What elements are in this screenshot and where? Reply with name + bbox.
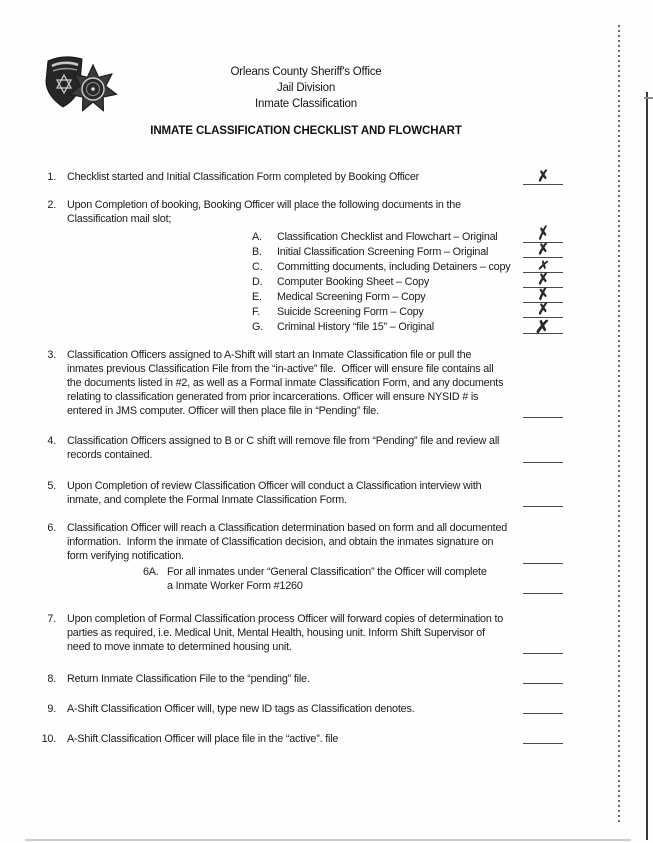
document-label: Computer Booking Sheet – Copy — [277, 276, 430, 288]
item-text-line: records contained. — [67, 449, 153, 461]
check-line-item-1[interactable] — [523, 164, 563, 185]
checklist-item-2 — [30, 198, 461, 226]
item-text-line: Upon completion of Formal Classification process Officer will forward copies of determination to — [67, 613, 504, 625]
document-letter: A. — [252, 231, 262, 243]
checklist-item-7 — [30, 612, 503, 654]
item-text-line: For all inmates under “General Classification” the Officer will complete — [167, 566, 487, 578]
item-text-line: need to move inmate to determined housing unit. — [67, 641, 292, 653]
document-letter: F. — [252, 306, 260, 318]
document-label: Criminal History “file 15” – Original — [277, 321, 434, 333]
item-text-line: Return Inmate Classification File to the “pending” file. — [67, 673, 310, 685]
document-label: Suicide Screening Form – Copy — [277, 306, 424, 318]
handwritten-x-mark: ✗ — [535, 167, 551, 186]
item-text-line: parties as required, i.e. Medical Unit, Mental Health, housing unit. Inform Shift Supervisor of — [67, 627, 485, 639]
document-row-b — [252, 246, 488, 259]
item-text-line: Classification mail slot; — [67, 213, 172, 225]
handwritten-x-mark: ✗ — [535, 300, 551, 319]
checklist-item-6a — [143, 565, 487, 593]
agency-division: Jail Division — [276, 82, 336, 94]
check-line-item-5[interactable] — [523, 486, 563, 507]
item-text-line: inmate, and complete the Formal Inmate Classification Form. — [67, 494, 347, 506]
document-row-f — [252, 306, 424, 319]
item-text-line: Classification Officers assigned to A-Shift will start an Inmate Classification file or pull the — [67, 349, 472, 361]
item-text-line: form verifying notification. — [67, 550, 184, 562]
item-text-line: A-Shift Classification Officer will, type new ID tags as Classification denotes. — [67, 703, 415, 715]
document-letter: E. — [252, 291, 262, 303]
scan-artifact-bottom-line — [25, 839, 631, 841]
check-line-item-3[interactable] — [523, 397, 563, 418]
handwritten-x-mark: ✗ — [535, 270, 551, 289]
item-text-line: Classification Officer will reach a Classification determination based on form and all documented — [67, 522, 508, 534]
checklist-item-3 — [30, 348, 503, 418]
check-line-doc-g[interactable] — [523, 313, 563, 338]
item-text-line: a Inmate Worker Form #1260 — [167, 580, 303, 592]
item-text-line: entered in JMS computer. Officer will then place file in “Pending” file. — [67, 405, 379, 417]
document-title: INMATE CLASSIFICATION CHECKLIST AND FLOWCHART — [150, 125, 462, 137]
item-text-line: the documents listed in #2, as well as a Formal inmate Classification Form, and any documents — [67, 377, 504, 389]
item-text-line: information. Inform the inmate of Classification decision, and obtain the inmates signature on — [67, 536, 494, 548]
scan-artifact-dotted-line — [618, 25, 620, 825]
item-number: 10. — [41, 733, 56, 745]
check-line-item-6[interactable] — [523, 543, 563, 564]
checklist-item-8 — [30, 672, 310, 686]
check-line-item-10[interactable] — [523, 723, 563, 744]
item-text-line: A-Shift Classification Officer will place file in the “active”. file — [67, 733, 339, 745]
item-number: 5. — [47, 480, 56, 492]
document-label: Classification Checklist and Flowchart – Original — [277, 231, 498, 243]
document-row-c — [252, 261, 510, 274]
document-label: Medical Screening Form – Copy — [277, 291, 426, 303]
item-text-line: Checklist started and Initial Classification Form completed by Booking Officer — [67, 171, 420, 183]
item-number: 8. — [47, 673, 56, 685]
item-number: 9. — [47, 703, 56, 715]
handwritten-x-mark: ✗ — [536, 257, 550, 274]
scan-artifact-right-edge-line — [646, 92, 648, 840]
handwritten-x-mark: ✗ — [534, 284, 551, 305]
item-text-line: relating to classification generated from prior incarcerations. Officer will ensure NYSID # is — [67, 391, 479, 403]
document-letter: C. — [252, 261, 263, 273]
document-letter: B. — [252, 246, 262, 258]
checklist-item-9 — [30, 702, 414, 716]
check-line-item-8[interactable] — [523, 663, 563, 684]
document-letterhead — [0, 64, 612, 112]
document-row-a — [252, 231, 498, 244]
handwritten-x-mark: ✗ — [535, 316, 551, 338]
item-number: 4. — [47, 435, 56, 447]
agency-name: Orleans County Sheriff's Office — [230, 66, 382, 78]
document-label: Initial Classification Screening Form – Original — [277, 246, 489, 258]
handwritten-x-mark: ✗ — [536, 222, 550, 245]
item-number: 2. — [47, 199, 56, 211]
checklist-item-6 — [30, 521, 507, 563]
document-row-d — [252, 276, 429, 289]
checklist-item-10 — [30, 732, 338, 746]
document-letter: G. — [252, 321, 263, 333]
agency-unit: Inmate Classification — [255, 98, 357, 110]
document-row-e — [252, 291, 425, 304]
document-row-g — [252, 321, 434, 334]
check-line-item-4[interactable] — [523, 442, 563, 463]
item-number: 7. — [47, 613, 56, 625]
item-number: 1. — [47, 171, 56, 183]
item-text-line: inmates previous Classification File from the “in-active” file. Officer will ensure file contains all — [67, 363, 494, 375]
document-label: Committing documents, including Detainers – copy — [277, 261, 511, 273]
checklist-item-5 — [30, 479, 481, 507]
scan-artifact-tick — [644, 97, 653, 99]
check-line-item-7[interactable] — [523, 633, 563, 654]
checklist-item-1 — [30, 170, 419, 184]
check-line-item-6a[interactable] — [523, 573, 563, 594]
item-number: 3. — [47, 349, 56, 361]
item-text-line: Upon Completion of review Classification Officer will conduct a Classification interview with — [67, 480, 482, 492]
checklist-item-4 — [30, 434, 499, 462]
item-text-line: Upon Completion of booking, Booking Officer will place the following documents in the — [67, 199, 461, 211]
item-number: 6A. — [143, 566, 159, 578]
handwritten-x-mark: ✗ — [535, 240, 551, 259]
item-text-line: Classification Officers assigned to B or C shift will remove file from “Pending” file and review all — [67, 435, 500, 447]
document-letter: D. — [252, 276, 263, 288]
check-line-item-9[interactable] — [523, 693, 563, 714]
item-number: 6. — [47, 522, 56, 534]
